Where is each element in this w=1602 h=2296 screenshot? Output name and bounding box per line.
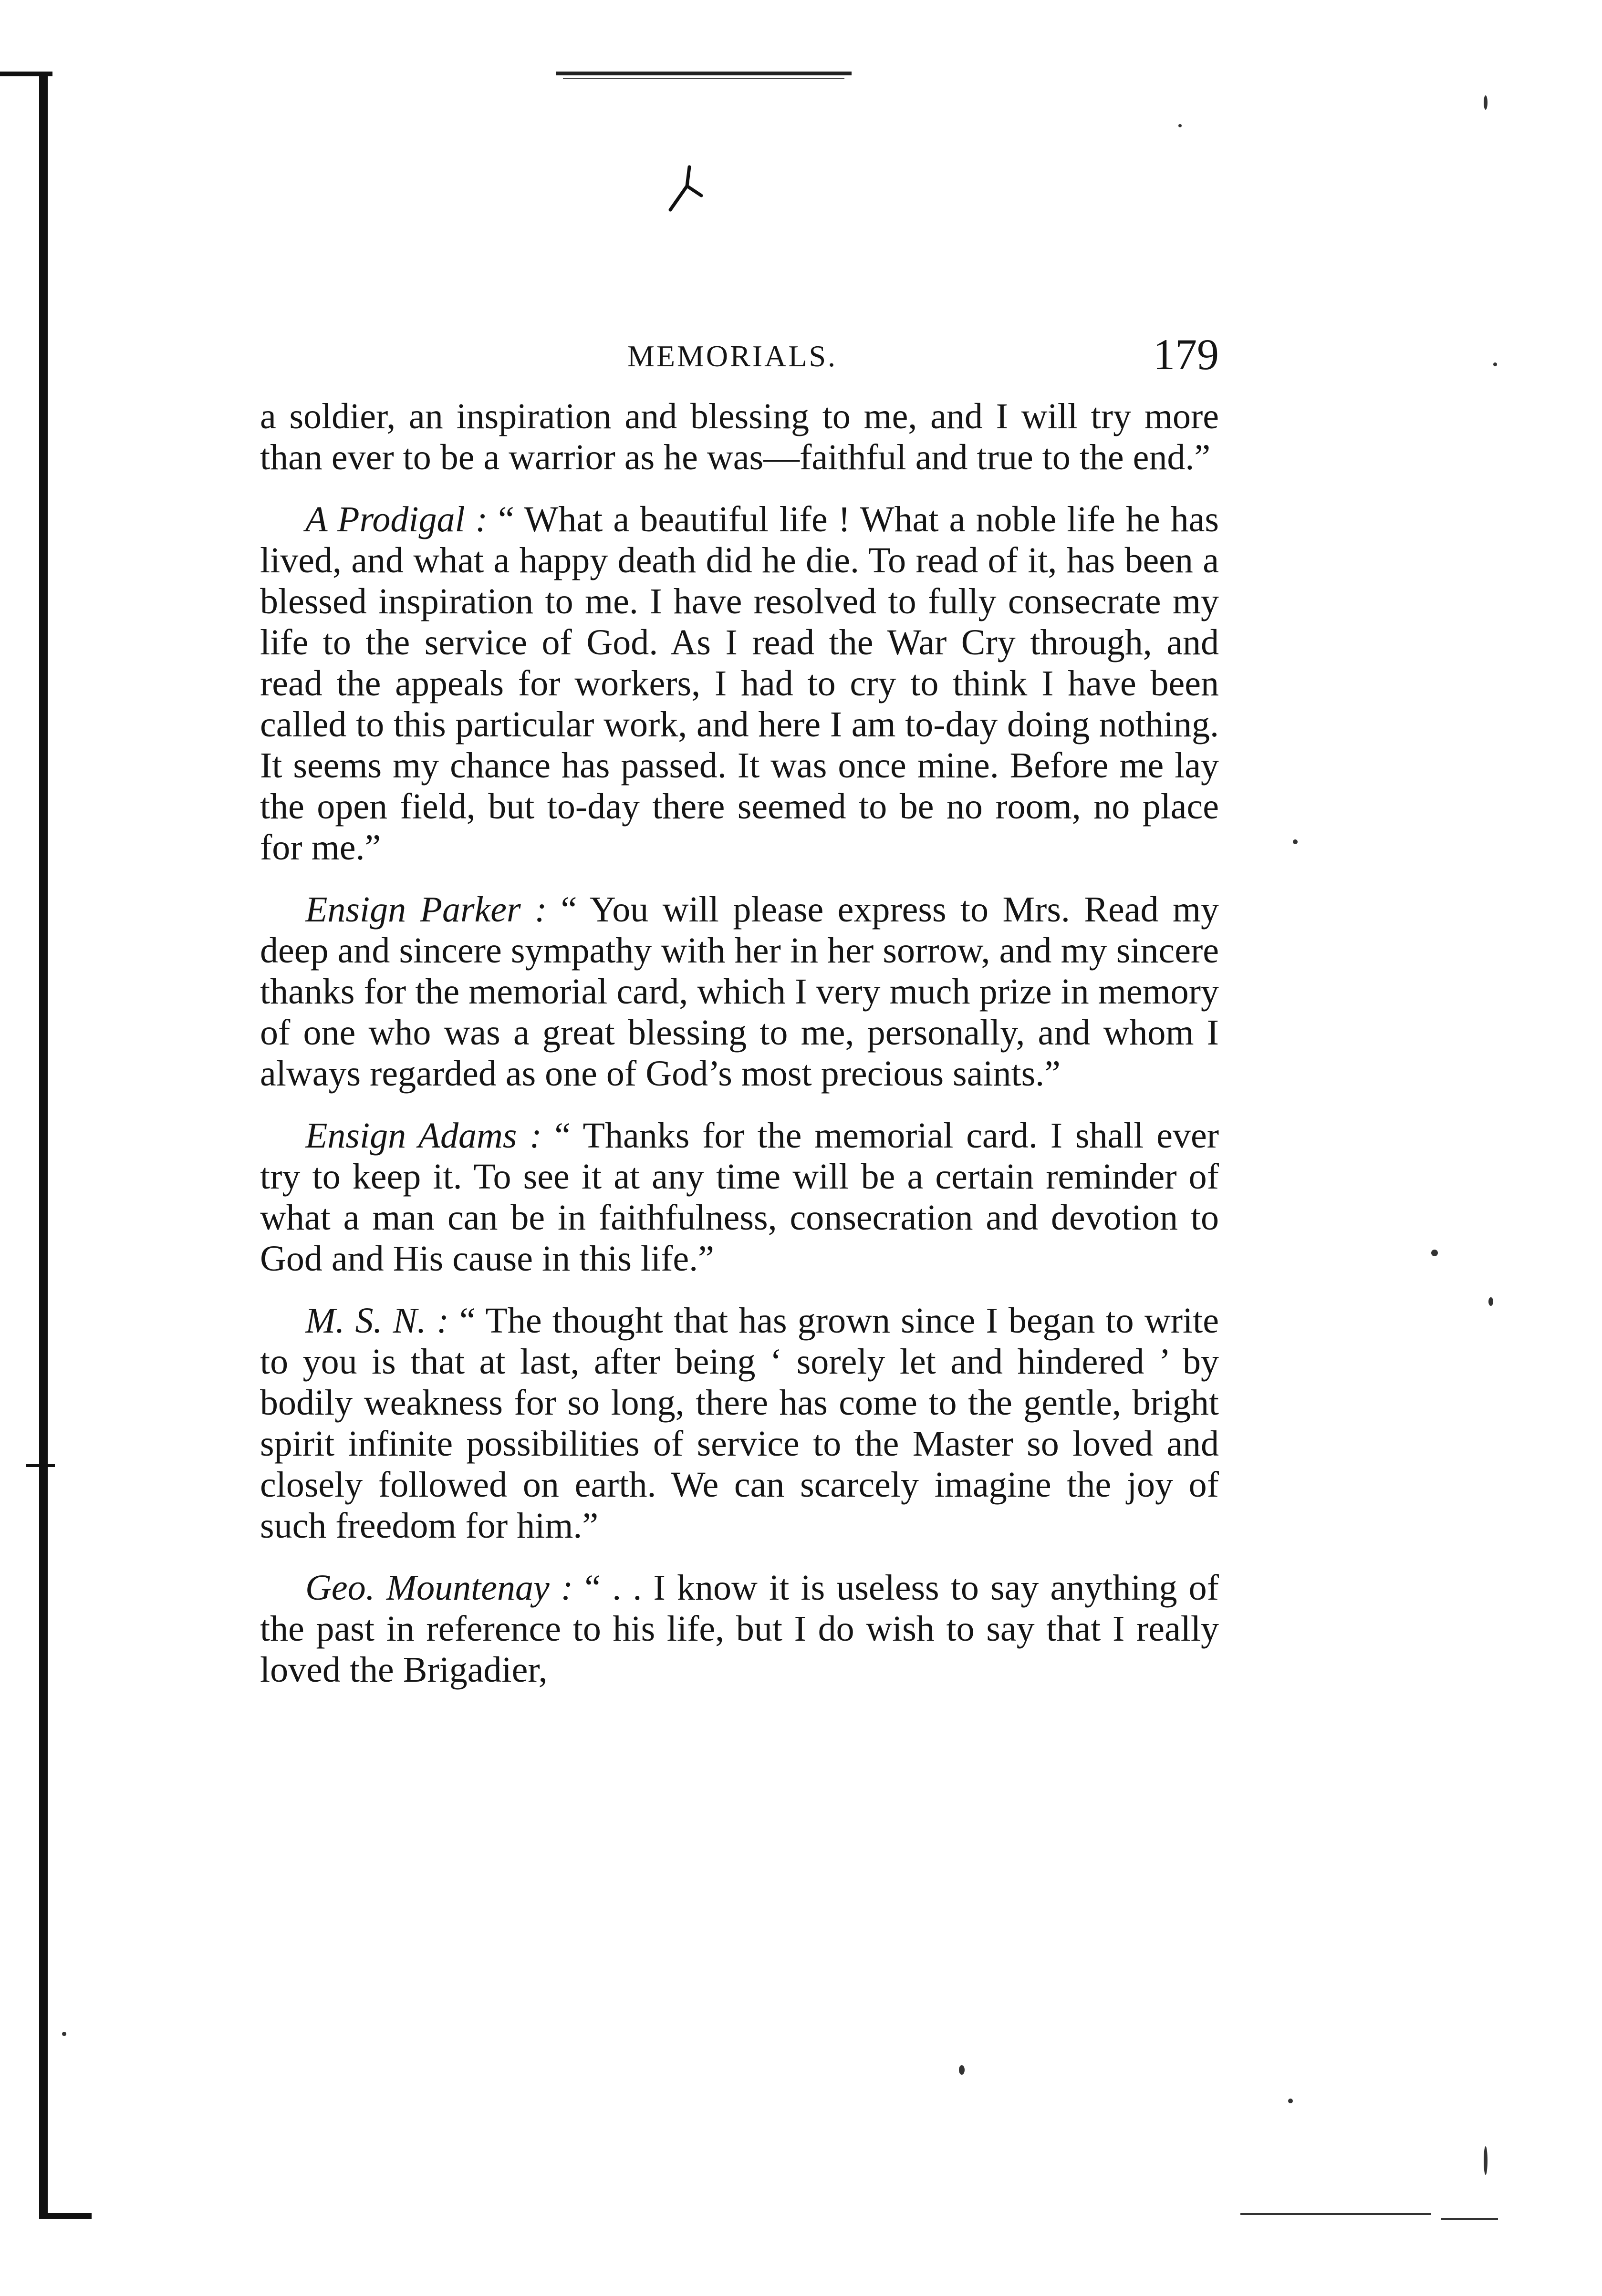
speaker-name: M. S. N. : xyxy=(305,1301,449,1341)
paragraph-text: “ Thanks for the memorial card. I shall ever try to keep it. To see it at any time will be a certain reminder of what a man can be in faithfulness, consecration and devotion to God and His cause in this life.” xyxy=(260,1116,1219,1279)
scan-speck xyxy=(1240,2213,1431,2215)
paragraph-text: “ What a beautiful life ! What a noble life he has lived, and what a happy death did he die. To read of it, has been a blessed inspiration to me. I have resolved to fully consecrate my life to the service of God. As I read the War Cry through, and read the appeals for workers, I had to cry to think I have been called to this particular work, and here I am to-day doing nothing. It seems my chance has passed. It was once mine. Before me lay the open field, but to-day there seemed to be no room, no place for me.” xyxy=(260,499,1219,868)
paragraph xyxy=(260,499,1219,868)
top-rule-thin xyxy=(563,78,844,79)
scan-speck xyxy=(1293,839,1298,844)
binding-edge-bottom xyxy=(39,2213,92,2219)
speaker-name: Ensign Adams : xyxy=(305,1116,542,1156)
scan-speck xyxy=(62,2032,66,2036)
paragraph-text: “ The thought that has grown since I began to write to you is that at last, after being ‘ sorely let and hindered ’ by bodily weakness for so long, there has come to the gentle, bright spirit infinite possibilities of service to the Master so loved and closely followed on earth. We can scarcely imagine the joy of such freedom for him.” xyxy=(260,1301,1219,1546)
scan-speck xyxy=(1178,124,1182,127)
paragraph-text: a soldier, an inspiration and blessing to me, and I will try more than ever to be a warrior as he was—faithful and true to the end.” xyxy=(260,396,1219,477)
binding-edge-notch xyxy=(26,1464,55,1467)
paragraph xyxy=(260,1300,1219,1546)
paragraph-text: “ You will please express to Mrs. Read my deep and sincere sympathy with her in her sorrow, and my sincere thanks for the memorial card, which I very much prize in memory of one who was a great blessing to me, personally, and whom I always regarded as one of God’s most precious saints.” xyxy=(260,889,1219,1094)
scan-speck xyxy=(1484,95,1488,110)
paragraph-text: “ . . I know it is useless to say anything of the past in reference to his life, but I do wish to say that I really loved the Brigadier, xyxy=(260,1568,1219,1690)
paragraph xyxy=(260,1567,1219,1690)
running-head-title: MEMORIALS. xyxy=(627,339,838,373)
running-head xyxy=(260,330,1219,379)
scan-speck xyxy=(1441,2218,1498,2220)
top-rule xyxy=(556,72,852,75)
scan-speck xyxy=(959,2065,965,2075)
speaker-name: Ensign Parker : xyxy=(305,889,547,930)
speaker-name: A Prodigal : xyxy=(305,499,488,539)
page-number: 179 xyxy=(1153,330,1219,379)
paragraph xyxy=(260,1115,1219,1279)
pen-mark-icon xyxy=(661,157,704,215)
scan-speck xyxy=(1488,1297,1493,1306)
paragraph xyxy=(260,889,1219,1094)
binding-edge xyxy=(39,72,48,2218)
speaker-name: Geo. Mountenay : xyxy=(305,1568,573,1608)
scan-speck xyxy=(1484,2146,1488,2175)
scan-speck xyxy=(1431,1250,1438,1256)
body-text xyxy=(260,396,1219,1711)
paragraph xyxy=(260,396,1219,478)
scan-speck xyxy=(1288,2099,1293,2103)
scan-speck xyxy=(1493,362,1497,366)
